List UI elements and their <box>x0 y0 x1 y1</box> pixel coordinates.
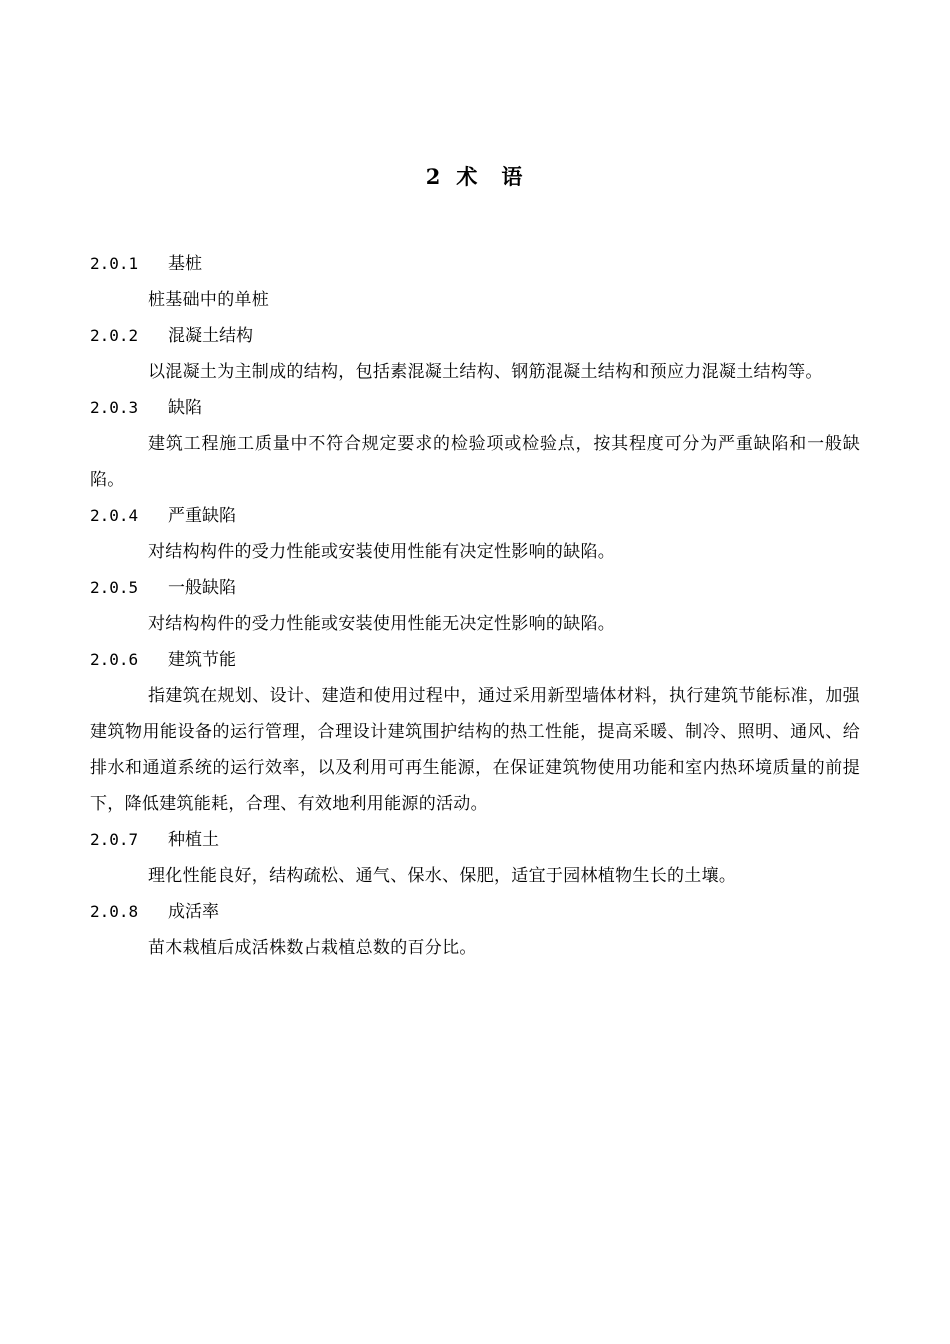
term-heading <box>90 246 860 282</box>
term-entry <box>90 498 860 570</box>
term-definition: 对结构构件的受力性能或安装使用性能无决定性影响的缺陷。 <box>148 614 616 634</box>
term-definition: 苗木栽植后成活株数占栽植总数的百分比。 <box>148 938 477 958</box>
term-definition: 以混凝土为主制成的结构，包括素混凝土结构、钢筋混凝土结构和预应力混凝土结构等。 <box>148 362 823 382</box>
term-entry <box>90 642 860 822</box>
terms-list <box>90 246 860 966</box>
term-definition: 对结构构件的受力性能或安装使用性能有决定性影响的缺陷。 <box>148 542 616 562</box>
term-number: 2.0.1 <box>90 254 139 273</box>
term-number: 2.0.5 <box>90 578 139 597</box>
term-name: 种植土 <box>168 830 219 850</box>
chapter-title-char-2: 语 <box>501 164 525 189</box>
term-entry <box>90 246 860 318</box>
term-name: 基桩 <box>168 254 202 274</box>
term-name: 混凝土结构 <box>168 326 253 346</box>
term-heading <box>90 570 860 606</box>
term-name: 缺陷 <box>168 398 202 418</box>
term-heading <box>90 390 860 426</box>
term-entry <box>90 318 860 390</box>
term-definition: 指建筑在规划、设计、建造和使用过程中，通过采用新型墙体材料，执行建筑节能标准，加强建筑物用能设备的运行管理，合理设计建筑围护结构的热工性能，提高采暖、制冷、照明、通风、给排水和通道系统的运行效率，以及利用可再生能源，在保证建筑物使用功能和室内热环境质量的前提下，降低建筑能耗，合理、有效地利用能源的活动。 <box>90 686 860 814</box>
term-number: 2.0.4 <box>90 506 139 525</box>
term-name: 一般缺陷 <box>168 578 236 598</box>
term-name: 建筑节能 <box>168 650 236 670</box>
term-heading <box>90 894 860 930</box>
term-name: 成活率 <box>168 902 219 922</box>
term-number: 2.0.7 <box>90 830 139 849</box>
term-number: 2.0.3 <box>90 398 139 417</box>
chapter-title-char-1: 术 <box>456 164 480 189</box>
term-definition: 理化性能良好，结构疏松、通气、保水、保肥，适宜于园林植物生长的土壤。 <box>148 866 737 886</box>
term-heading <box>90 498 860 534</box>
chapter-title <box>0 160 950 194</box>
term-heading <box>90 642 860 678</box>
chapter-number: 2 <box>425 164 443 189</box>
term-definition: 桩基础中的单桩 <box>148 290 270 310</box>
term-number: 2.0.2 <box>90 326 139 345</box>
term-entry <box>90 822 860 894</box>
term-definition: 建筑工程施工质量中不符合规定要求的检验项或检验点，按其程度可分为严重缺陷和一般缺陷。 <box>90 434 860 490</box>
term-heading <box>90 822 860 858</box>
term-number: 2.0.6 <box>90 650 139 669</box>
term-name: 严重缺陷 <box>168 506 236 526</box>
term-entry <box>90 390 860 498</box>
term-heading <box>90 318 860 354</box>
term-number: 2.0.8 <box>90 902 139 921</box>
term-entry <box>90 894 860 966</box>
term-entry <box>90 570 860 642</box>
